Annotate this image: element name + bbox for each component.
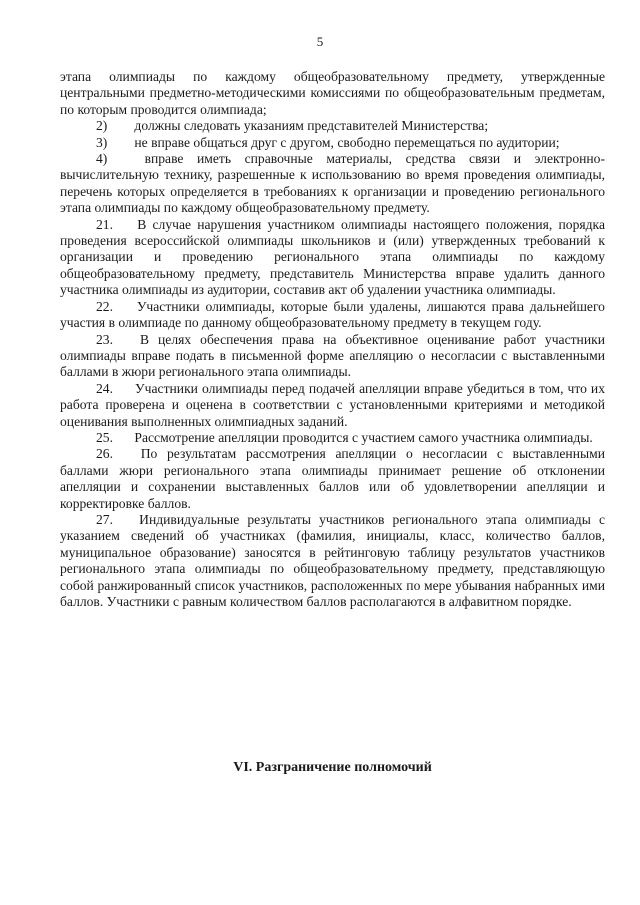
clause-text: Рассмотрение апелляции проводится с участием самого участника олимпиады. xyxy=(134,429,593,445)
clause-number: 27. xyxy=(96,511,113,527)
section-heading: VI. Разграничение полномочий xyxy=(233,760,432,775)
paragraph-continuation xyxy=(60,69,605,118)
clause-text: В случае нарушения участником олимпиады настоящего положения, порядка проведения всероссийской олимпиады школьников и (или) утвержденных требований к организации и проведению регионального этапа олимпиады по каждому общеобразовательному предмету, представитель Министерства вправе удалить данного участника олимпиады из аудитории, составив акт об удалении участника олимпиады. xyxy=(60,216,605,298)
list-item-4 xyxy=(60,151,605,217)
clause-number: 25. xyxy=(96,429,113,445)
clause-27 xyxy=(60,512,605,610)
list-item-text: должны следовать указаниям представителей Министерства; xyxy=(134,118,489,134)
list-item-number: 4) xyxy=(96,151,108,167)
document-body xyxy=(60,69,605,610)
clause-number: 22. xyxy=(96,298,113,314)
list-item-text: не вправе общаться друг с другом, свободно перемещаться по аудитории; xyxy=(134,134,560,150)
paragraph-text: этапа олимпиады по каждому общеобразовательному предмету, утвержденные центральными предметно-методическими комиссиями по общеобразовательным предметам, по которым проводится олимпиада; xyxy=(60,69,605,117)
clause-text: В целях обеспечения права на объективное оценивание работ участники олимпиады вправе подать в письменной форме апелляцию о несогласии с выставленными баллами в жюри регионального этапа олимпиады. xyxy=(60,331,605,380)
clause-text: Индивидуальные результаты участников регионального этапа олимпиады с указанием сведений об участниках (фамилия, инициалы, класс, количество баллов, муниципальное образование) заносятся в рейтинговую таблицу результатов участников регионального этапа олимпиады по общеобразовательному предмету, представляющую собой ранжированный список участников, расположенных по мере убывания набранных ими баллов. Участники с равным количеством баллов располагаются в алфавитном порядке. xyxy=(60,511,605,609)
clause-text: Участники олимпиады, которые были удалены, лишаются права дальнейшего участия в олимпиаде по данному общеобразовательному предмету в текущем году. xyxy=(60,298,605,331)
clause-21 xyxy=(60,217,605,299)
clause-number: 21. xyxy=(96,216,113,232)
clause-25 xyxy=(60,430,605,446)
clause-text: Участники олимпиады перед подачей апелляции вправе убедиться в том, что их работа проверена и оценена в соответствии с установленными критериями и методикой оценивания выполненных олимпиадных заданий. xyxy=(60,380,605,429)
list-item-number: 2) xyxy=(96,118,108,134)
clause-24 xyxy=(60,381,605,430)
clause-number: 23. xyxy=(96,331,113,347)
list-item-2 xyxy=(60,118,605,134)
list-item-text: вправе иметь справочные материалы, средства связи и электронно-вычислительную технику, разрешенные к использованию во время проведения олимпиады, перечень которых определяется в требованиях к организации и проведению регионального этапа олимпиады по каждому общеобразовательному предмету. xyxy=(60,151,605,216)
list-item-number: 3) xyxy=(96,134,108,150)
page-number: 5 xyxy=(316,34,324,49)
clause-number: 26. xyxy=(96,446,113,462)
clause-22 xyxy=(60,299,605,332)
list-item-3 xyxy=(60,135,605,151)
clause-text: По результатам рассмотрения апелляции о несогласии с выставленными баллами жюри регионального этапа олимпиады принимает решение об отклонении апелляции и сохранении выставленных баллов или об удовлетворении апелляции и корректировке баллов. xyxy=(60,446,605,511)
clause-26 xyxy=(60,446,605,512)
clause-number: 24. xyxy=(96,380,113,396)
clause-23 xyxy=(60,332,605,381)
